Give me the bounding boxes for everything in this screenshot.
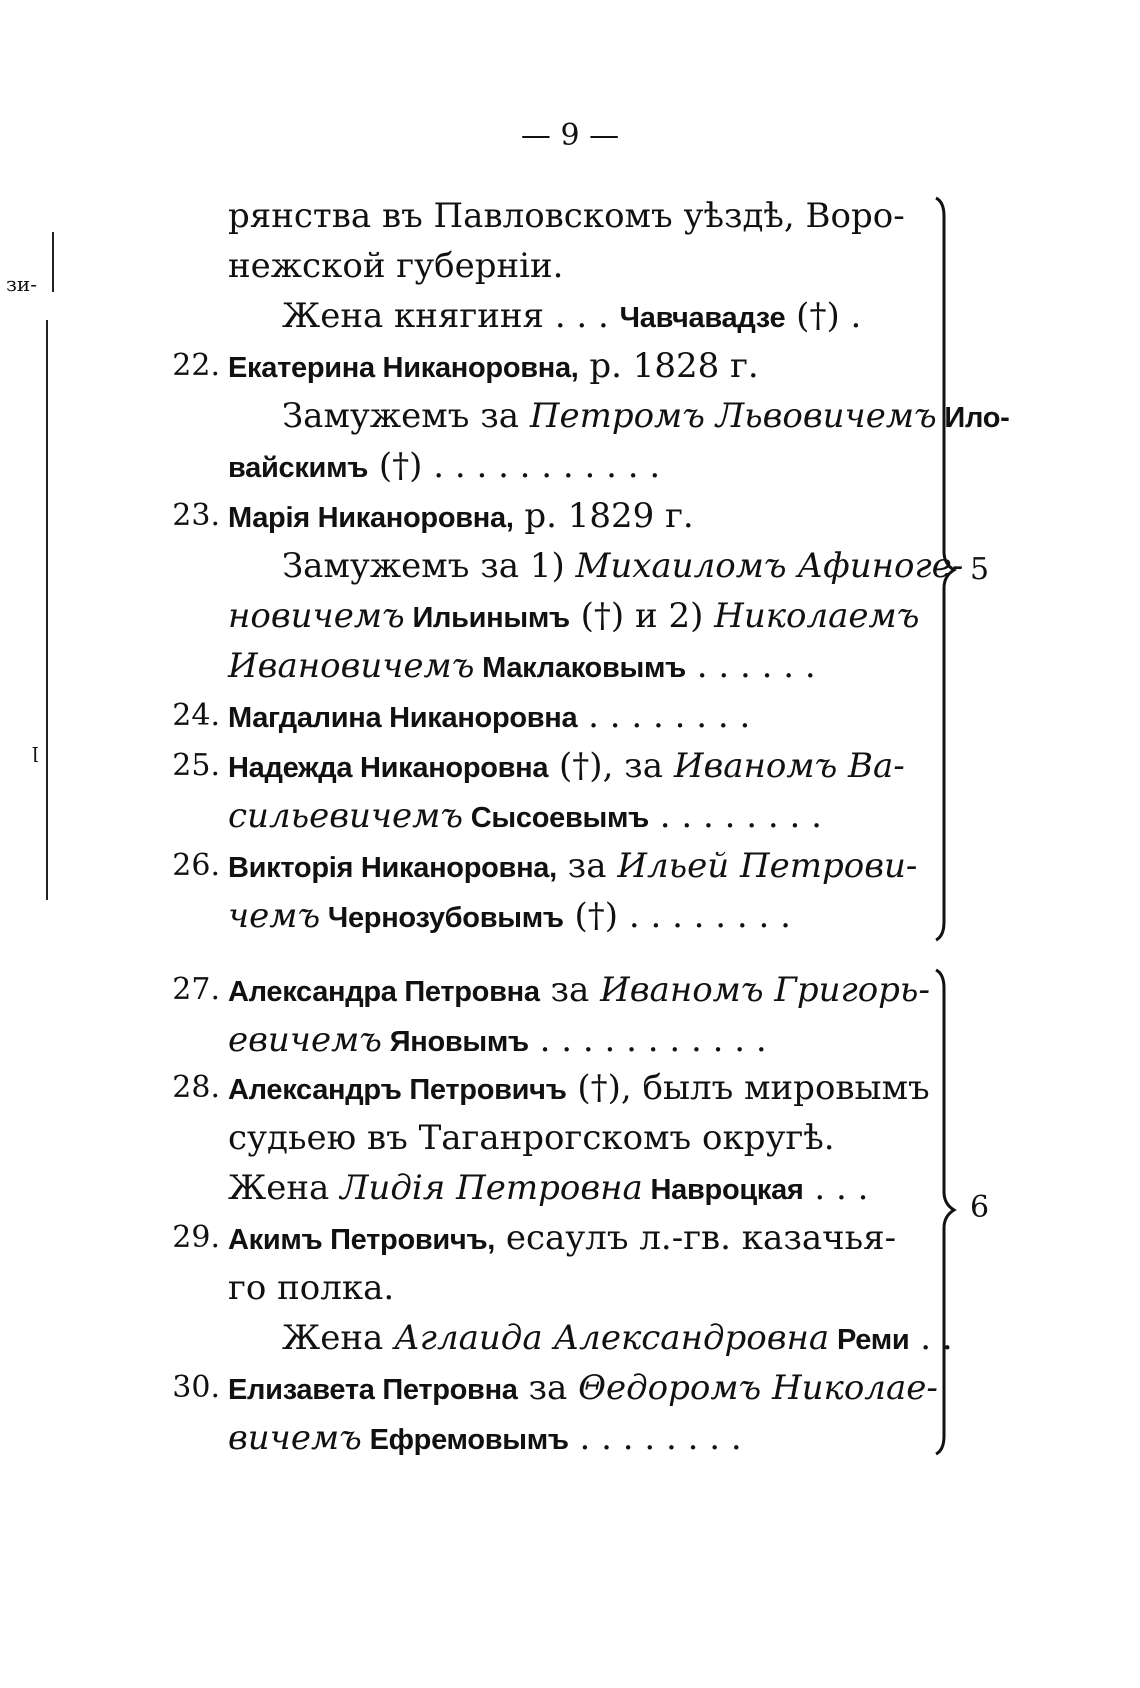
- text-line: [228, 896, 791, 938]
- margin-rule: [52, 232, 54, 292]
- text: р. 1829 г.: [513, 496, 694, 536]
- text: . . .: [803, 1168, 869, 1208]
- text: . . . . . . . . . . .: [528, 1020, 767, 1060]
- text: Жена княгиня . . .: [282, 296, 620, 336]
- entry-number: 22.: [172, 348, 220, 383]
- surname: Навроцкая: [642, 1174, 804, 1206]
- text: Жена: [228, 1168, 341, 1208]
- margin-note: ꞁ: [32, 738, 39, 762]
- entry-number: 27.: [172, 972, 220, 1007]
- italic-name: сильевичемъ: [228, 796, 464, 836]
- text: . . . . . . . .: [577, 696, 751, 736]
- person-name: Викторія Никаноровна,: [228, 852, 557, 884]
- text-line: судьею въ Таганрогскомъ округѣ.: [228, 1118, 835, 1158]
- text-line: [228, 1168, 868, 1210]
- text-line: [228, 346, 759, 388]
- italic-name: Лидія Петровна: [340, 1168, 643, 1208]
- text: р. 1828 г.: [578, 346, 759, 386]
- person-name: Александра Петровна: [228, 976, 540, 1008]
- text-line: [282, 296, 861, 338]
- text: (†) . . . . . . . . . . .: [368, 446, 661, 486]
- margin-note: зи-: [6, 272, 37, 296]
- text-line: [228, 446, 660, 488]
- text: (†) .: [785, 296, 862, 336]
- surname: Сысоевымъ: [463, 802, 649, 834]
- text: Жена: [282, 1318, 395, 1358]
- text-line: [282, 396, 1010, 438]
- text-line: [228, 496, 694, 538]
- italic-name: Аглаида Александровна: [394, 1318, 830, 1358]
- person-name: Акимъ Петровичъ,: [228, 1224, 496, 1256]
- text-line: [228, 1068, 930, 1110]
- text: . . . . . . . .: [648, 796, 822, 836]
- entry-number: 23.: [172, 498, 220, 533]
- text-line: [228, 846, 917, 888]
- person-name: Екатерина Никаноровна,: [228, 352, 579, 384]
- generation-number: 6: [970, 1190, 990, 1225]
- text-line: [282, 546, 963, 586]
- italic-name: Иваномъ Ва-: [673, 746, 905, 786]
- entry-number: 24.: [172, 698, 220, 733]
- text-line: [228, 1020, 767, 1062]
- text: за: [539, 970, 601, 1010]
- text: (†), былъ мировымъ: [566, 1068, 930, 1108]
- text-line: нежской губерніи.: [228, 246, 564, 286]
- text-line: [228, 746, 905, 788]
- text-line: [228, 1218, 896, 1260]
- surname: Ильинымъ: [404, 602, 570, 634]
- text-line: [228, 796, 822, 838]
- italic-name: евичемъ: [228, 1020, 382, 1060]
- text: за: [517, 1368, 579, 1408]
- text-line: [282, 1318, 953, 1360]
- text-line: [228, 1418, 742, 1460]
- italic-name: вичемъ: [228, 1418, 362, 1458]
- person-name: Александръ Петровичъ: [228, 1074, 567, 1106]
- text: . . . . . .: [685, 646, 816, 686]
- surname: Чавчавадзе: [619, 302, 786, 334]
- surname: Ило-: [936, 402, 1010, 434]
- italic-name: чемъ: [228, 896, 321, 936]
- bracket-generation-5: [930, 196, 960, 942]
- italic-name: Ивановичемъ: [228, 646, 475, 686]
- italic-name: Иваномъ Григорь-: [600, 970, 930, 1010]
- text-line: [228, 970, 930, 1012]
- surname: Маклаковымъ: [474, 652, 686, 684]
- italic-name: Николаемъ: [714, 596, 920, 636]
- surname: Чернозубовымъ: [320, 902, 564, 934]
- text-line: [228, 1368, 938, 1410]
- text: . .: [909, 1318, 953, 1358]
- entry-number: 28.: [172, 1070, 220, 1105]
- italic-name: Ильей Петрови-: [617, 846, 918, 886]
- text: (†) и 2): [569, 596, 715, 636]
- person-name: Марія Никаноровна,: [228, 502, 514, 534]
- entry-number: 30.: [172, 1370, 220, 1405]
- italic-name: Θедоромъ Николае-: [578, 1368, 938, 1408]
- text-line: [228, 596, 919, 638]
- text-line: рянства въ Павловскомъ уѣздѣ, Воро-: [228, 196, 905, 236]
- italic-name: новичемъ: [228, 596, 405, 636]
- entry-number: 29.: [172, 1220, 220, 1255]
- entry-number: 26.: [172, 848, 220, 883]
- person-name: Елизавета Петровна: [228, 1374, 518, 1406]
- italic-name: Михаиломъ Афиноге-: [575, 546, 964, 586]
- text-line: го полка.: [228, 1268, 395, 1308]
- person-name: Надежда Никаноровна: [228, 752, 549, 784]
- text: за: [556, 846, 618, 886]
- text: Замужемъ за: [282, 396, 530, 436]
- surname: Реми: [829, 1324, 910, 1356]
- text: . . . . . . . .: [568, 1418, 742, 1458]
- person-name: Магдалина Никаноровна: [228, 702, 578, 734]
- text: (†) . . . . . . . .: [563, 896, 791, 936]
- text: (†), за: [548, 746, 674, 786]
- surname: Яновымъ: [381, 1026, 529, 1058]
- margin-rule: [46, 320, 48, 900]
- generation-number: 5: [970, 552, 990, 587]
- text: Замужемъ за 1): [282, 546, 576, 586]
- bracket-generation-6: [930, 968, 960, 1456]
- entry-number: 25.: [172, 748, 220, 783]
- text-line: [228, 646, 816, 688]
- italic-name: Петромъ Львовичемъ: [529, 396, 937, 436]
- text-line: [228, 696, 750, 738]
- page-number: — 9 —: [520, 118, 620, 153]
- text: есаулъ л.-гв. казачья-: [495, 1218, 897, 1258]
- surname: Ефремовымъ: [361, 1424, 569, 1456]
- surname: вайскимъ: [228, 452, 369, 484]
